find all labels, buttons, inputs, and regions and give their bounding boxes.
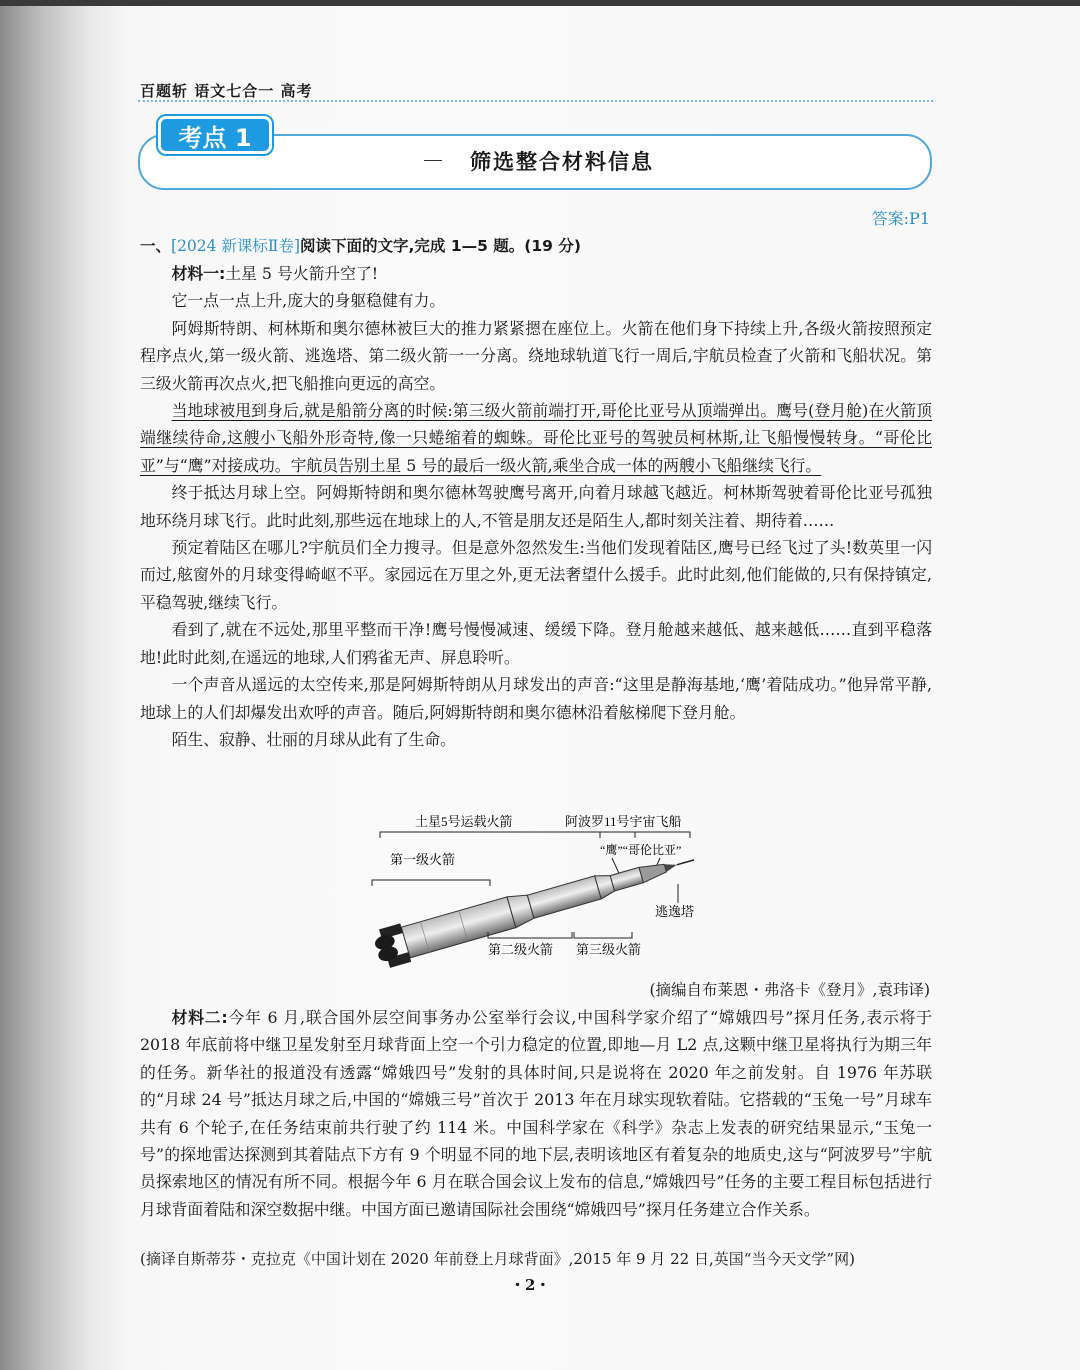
section-tab: 考点 1 <box>158 116 272 154</box>
escape-tower <box>677 860 694 865</box>
material-two <box>140 1004 932 1223</box>
label-escape: 逃逸塔 <box>655 904 695 919</box>
material-one <box>140 260 932 753</box>
bracket-saturn <box>380 832 635 838</box>
paragraph: 阿姆斯特朗、柯林斯和奥尔德林被巨大的推力紧紧摁在座位上。火箭在他们身下持续上升,各级火箭按照预定程序点火,第一级火箭、逃逸塔、第二级火箭一一分离。绕地球轨道飞行一周后,宇航员检查了火箭和飞船状况。第三级火箭再次点火,把飞船推向更远的高空。 <box>140 318 932 393</box>
label-saturn: 土星5号运载火箭 <box>415 814 513 829</box>
material-one-title: 土星 5 号火箭升空了! <box>225 264 379 283</box>
paragraph: 终于抵达月球上空。阿姆斯特朗和奥尔德林驾驶鹰号离开,向着月球越飞越近。柯林斯驾驶着哥伦比亚号孤独地环绕月球飞行。此时此刻,那些远在地球上的人,不管是朋友还是陌生人,都时刻关注着、期待着…… <box>140 483 932 530</box>
material-one-label: 材料一: <box>171 264 226 283</box>
paragraph: 一个声音从遥远的太空传来,那是阿姆斯特朗从月球发出的声音:“这里是静海基地,‘鹰’着陆成功。”他异常平静,地球上的人们却爆发出欢呼的声音。随后,阿姆斯特朗和奥尔德林沿着舷梯爬下登月舱。 <box>140 675 932 722</box>
running-head: 百题斩 语文七合一 高考 <box>140 82 313 100</box>
question-prefix: 一、 <box>140 237 172 255</box>
section-title: 筛选整合材料信息 <box>470 150 654 174</box>
label-stage2: 第二级火箭 <box>488 942 554 957</box>
material-one-title-line <box>140 260 932 287</box>
bracket-stage2 <box>488 932 572 938</box>
bracket-apollo <box>600 832 690 838</box>
bracket-stage3 <box>574 932 632 938</box>
label-eagle-columbia: “鹰”“哥伦比亚” <box>600 843 682 857</box>
material-two-text: 今年 6 月,联合国外层空间事务办公室举行会议,中国科学家介绍了“嫦娥四号”探月任务,表示将于 2018 年底前将中继卫星发射至月球背面上空一个引力稳定的位置,即地—月 L2 点,这颗中继卫星将执行为期三年的任务。新华社的报道没有透露“嫦娥四号”发射的具体时间,只是说将在 2020 年之前发射。自 1976 年苏联的“月球 24 号”抵达月球之后,中国的“嫦娥三号”首次于 2013 年在月球实现软着陆。它搭载的“玉兔一号”月球车共有 6 个轮子,在任务结束前共行驶了约 114 米。中国科学家在《科学》杂志上发表的研究结果显示,“玉兔一号”的探地雷达探测到其着陆点下方有 9 个明显不同的地下层,表明该地区有着复杂的地质史,这与“阿波罗号”宇航员探索地区的情况有所不同。根据今年 6 月在联合国会议上发布的信息,“嫦娥四号”任务的主要工程目标包括进行月球背面着陆和深空数据中继。中国方面已邀请国际社会围绕“嫦娥四号”探月任务建立合作关系。 <box>140 1008 932 1219</box>
paragraph: 陌生、寂静、壮丽的月球从此有了生命。 <box>171 729 456 749</box>
page-number: ・2・ <box>510 1276 551 1294</box>
bracket-stage1 <box>372 880 490 886</box>
capsule <box>664 861 678 872</box>
material-one-source: (摘编自布莱恩・弗洛卡《登月》,袁玮译) <box>649 981 930 999</box>
label-apollo: 阿波罗11号宇宙飞船 <box>565 814 682 829</box>
question-source: [2024 新课标Ⅱ卷] <box>171 237 301 255</box>
header-rule <box>138 100 933 102</box>
material-two-paragraph <box>140 1004 932 1223</box>
rocket-figure <box>360 808 730 973</box>
paragraph: 它一点一点上升,庞大的身躯稳健有力。 <box>171 291 446 311</box>
rocket-diagram <box>360 808 730 973</box>
spacecraft <box>639 860 667 882</box>
paragraph: 预定着陆区在哪儿?宇航员们全力搜寻。但是意外忽然发生:当他们发现着陆区,鹰号已经飞过了头!数英里一闪而过,舷窗外的月球变得崎岖不平。家园远在万里之外,更无法奢望什么援手。此时此刻,他们能做的,只有保持镇定,平稳驾驶,继续飞行。 <box>140 538 932 612</box>
underlined-passage: 当地球被甩到身后,就是船箭分离的时候:第三级火箭前端打开,哥伦比亚号从顶端弹出。鹰号(登月舱)在火箭顶端继续待命,这艘小飞船外形奇特,像一只蜷缩着的蜘蛛。哥伦比亚号的驾驶员柯林斯,让飞船慢慢转身。“哥伦比亚”与“鹰”对接成功。宇航员告别土星 5 号的最后一级火箭,乘坐合成一体的两艘小飞船继续飞行。 <box>140 401 932 475</box>
material-two-source: (摘译自斯蒂芬・克拉克《中国计划在 2020 年前登上月球背面》,2015 年 9 月 22 日,英国“当今天文学”网) <box>140 1250 855 1268</box>
top-edge <box>0 0 1080 6</box>
material-two-label: 材料二: <box>171 1008 228 1027</box>
question-heading <box>140 234 581 256</box>
label-stage1: 第一级火箭 <box>390 852 456 867</box>
paragraph: 看到了,就在不远处,那里平整而干净!鹰号慢慢减速、缓缓下降。登月舱越来越低、越来越低……直到平稳落地!此时此刻,在遥远的地球,人们鸦雀无声、屏息聆听。 <box>140 620 932 667</box>
answer-reference: 答案:P1 <box>871 209 930 228</box>
paragraph-underlined <box>140 397 932 479</box>
section-dash <box>424 160 442 161</box>
question-instruction: 阅读下面的文字,完成 1—5 题。(19 分) <box>300 237 581 255</box>
stage3-body <box>610 867 643 891</box>
label-stage3: 第三级火箭 <box>576 942 642 957</box>
stage2-body <box>527 876 601 918</box>
